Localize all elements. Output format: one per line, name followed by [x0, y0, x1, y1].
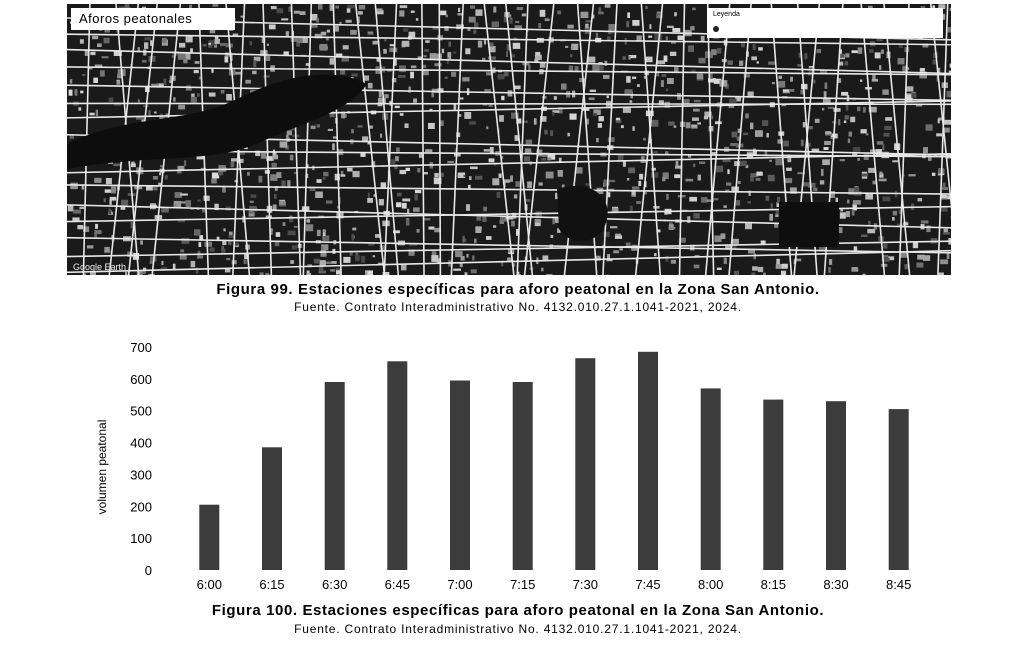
y-tick-label: 400: [130, 435, 152, 451]
figure-99-source: Fuente. Contrato Interadministrativo No. 4132.010.27.1.1041-2021, 2024.: [294, 300, 742, 314]
pedestrian-volume-chart: [90, 335, 950, 600]
x-tick-label: 8:00: [698, 577, 724, 592]
figure-100-source: Fuente. Contrato Interadministrativo No. 4132.010.27.1.1041-2021, 2024.: [294, 622, 742, 636]
map-imagery: [67, 4, 951, 275]
y-tick-label: 300: [130, 467, 152, 483]
x-tick-label: 8:45: [886, 577, 912, 592]
legend-title: Leyenda: [713, 11, 740, 18]
map-legend: [707, 8, 943, 38]
x-tick-label: 7:15: [510, 577, 536, 592]
bar-615: [262, 447, 282, 570]
x-tick-label: 7:30: [572, 577, 598, 592]
bar-800: [701, 388, 721, 570]
map-title: Aforos peatonales: [71, 8, 235, 30]
x-tick-label: 6:45: [384, 577, 410, 592]
y-tick-label: 100: [130, 531, 152, 547]
bar-600: [199, 505, 219, 570]
x-tick-label: 6:15: [259, 577, 285, 592]
y-tick-label: 200: [130, 499, 152, 515]
bar-715: [513, 382, 533, 570]
bar-630: [325, 382, 345, 570]
bar-815: [763, 400, 783, 570]
bar-700: [450, 381, 470, 571]
bar-745: [638, 352, 658, 570]
y-tick-label: 0: [144, 563, 152, 578]
y-tick-label: 600: [130, 371, 152, 387]
x-tick-label: 6:30: [322, 577, 348, 592]
x-tick-label: 7:00: [447, 577, 473, 592]
y-tick-label: 700: [130, 340, 152, 355]
x-tick-label: 7:45: [635, 577, 661, 592]
x-tick-label: 6:00: [196, 577, 222, 592]
satellite-map: [67, 4, 951, 275]
bar-645: [387, 361, 407, 570]
y-axis-label: volumen peatonal: [95, 419, 109, 515]
x-tick-label: 8:15: [760, 577, 786, 592]
station-marker-icon: [713, 26, 719, 32]
bar-730: [575, 358, 595, 570]
x-tick-label: 8:30: [823, 577, 849, 592]
figure-100-title: Figura 100. Estaciones específicas para aforo peatonal en la Zona San Antonio.: [211, 602, 825, 619]
map-credit: Google Earth: [73, 262, 127, 272]
bar-830: [826, 401, 846, 570]
y-tick-label: 500: [130, 403, 152, 419]
bar-845: [889, 409, 909, 570]
figure-99-title: Figura 99. Estaciones específicas para aforo peatonal en la Zona San Antonio.: [216, 281, 820, 298]
